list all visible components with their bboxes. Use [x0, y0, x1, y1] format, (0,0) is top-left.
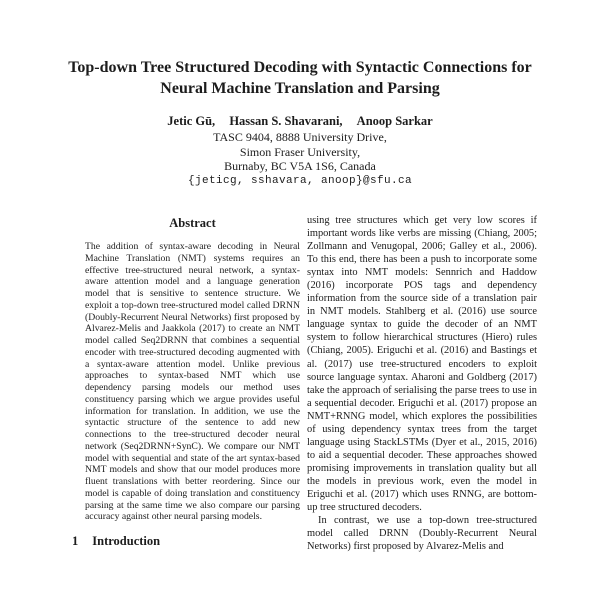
paper-title — [50, 57, 550, 99]
affiliation-city-line: Burnaby, BC V5A 1S6, Canada — [224, 159, 376, 174]
left-column — [72, 214, 301, 600]
author-name: Jetic Gū, — [167, 114, 216, 128]
section-number: 1 — [72, 534, 79, 548]
body-paragraph: In contrast, we use a top-down tree-structured model called DRNN (Doubly-Recurrent Neural Networks) first proposed by Alvarez-Melis and — [307, 515, 537, 553]
section-title: Introduction — [92, 534, 161, 548]
abstract-section — [85, 216, 300, 523]
two-column-body — [72, 214, 537, 600]
abstract-heading: Abstract — [169, 216, 216, 230]
author-list — [0, 114, 600, 129]
author-emails: {jeticg, sshavara, anoop}@sfu.ca — [187, 174, 413, 187]
abstract-body: The addition of syntax-aware decoding in Neural Machine Translation (NMT) systems requires an effective tree-structured neural network, a syntax-aware attention model and a language generation model that is sensitive to sentence structure. We exploit a top-down tree-structured model called DRNN (Doubly-Recurrent Neural Networks) first proposed by Alvarez-Melis and Jaakkola (2017) to create an NMT model called Seq2DRNN that combines a sequential encoder with tree-structured decoding augmented with a syntax-aware attention model. Unlike previous approaches to syntax-based NMT which use dependency parsing models our method uses constituency parsing which we argue provides useful information for translation. In addition, we use the syntactic structure of the sentence to add new connections to the tree-structured decoder neural network (Seq2DRNN+SynC). We compare our NMT model with sequential and state of the art syntax-based NMT models and show that our model produces more fluent translations with better reordering. Since our model is capable of doing translation and constituency parsing at the same time we also compare our parsing accuracy against other neural parsing models. — [85, 241, 300, 523]
affiliation-block — [0, 130, 600, 188]
author-name: Hassan S. Shavarani, — [229, 114, 343, 128]
paper-title-line-2: Neural Machine Translation and Parsing — [160, 80, 440, 97]
affiliation-institution-line: Simon Fraser University, — [239, 144, 361, 159]
paper-title-line-1: Top-down Tree Structured Decoding with Syntactic Connections for — [68, 59, 532, 76]
affiliation-address-line: TASC 9404, 8888 University Drive, — [213, 130, 387, 144]
right-column — [307, 214, 537, 600]
section-heading-introduction — [72, 534, 301, 549]
author-name: Anoop Sarkar — [356, 114, 433, 128]
body-paragraph: using tree structures which get very low scores if important words like verbs are missing (Chiang, 2005; Zollmann and Venugopal, 2006; Galley et al., 2006). To this end, there has been a push to incorporate some syntax into NMT models: Sennrich and Haddow (2016) incorporate POS tags and dependency information from the source side of a translation pair in NMT models. Stahlberg et al. (2016) use source language syntax to guide the decoder of an NMT system to follow hierarchical structures (Hiero) rules (Chiang, 2005). Eriguchi et al. (2016) and Bastings et al. (2017) use tree-structured encoders to exploit source language syntax. Aharoni and Goldberg (2017) take the approach of serialising the parse trees to use in a sequential decoder. Eriguchi et al. (2017) propose an NMT+RNNG model, which explores the possibilities of using dependency syntax trees from the target language using StackLSTMs (Dyer et al., 2015, 2016) to aid a sequential decoder. These approaches showed promising improvements in translation quality but all the models in previous work, even the model in Eriguchi et al. (2017) which uses RNNG, are bottom-up tree structured decoders. — [307, 215, 537, 514]
